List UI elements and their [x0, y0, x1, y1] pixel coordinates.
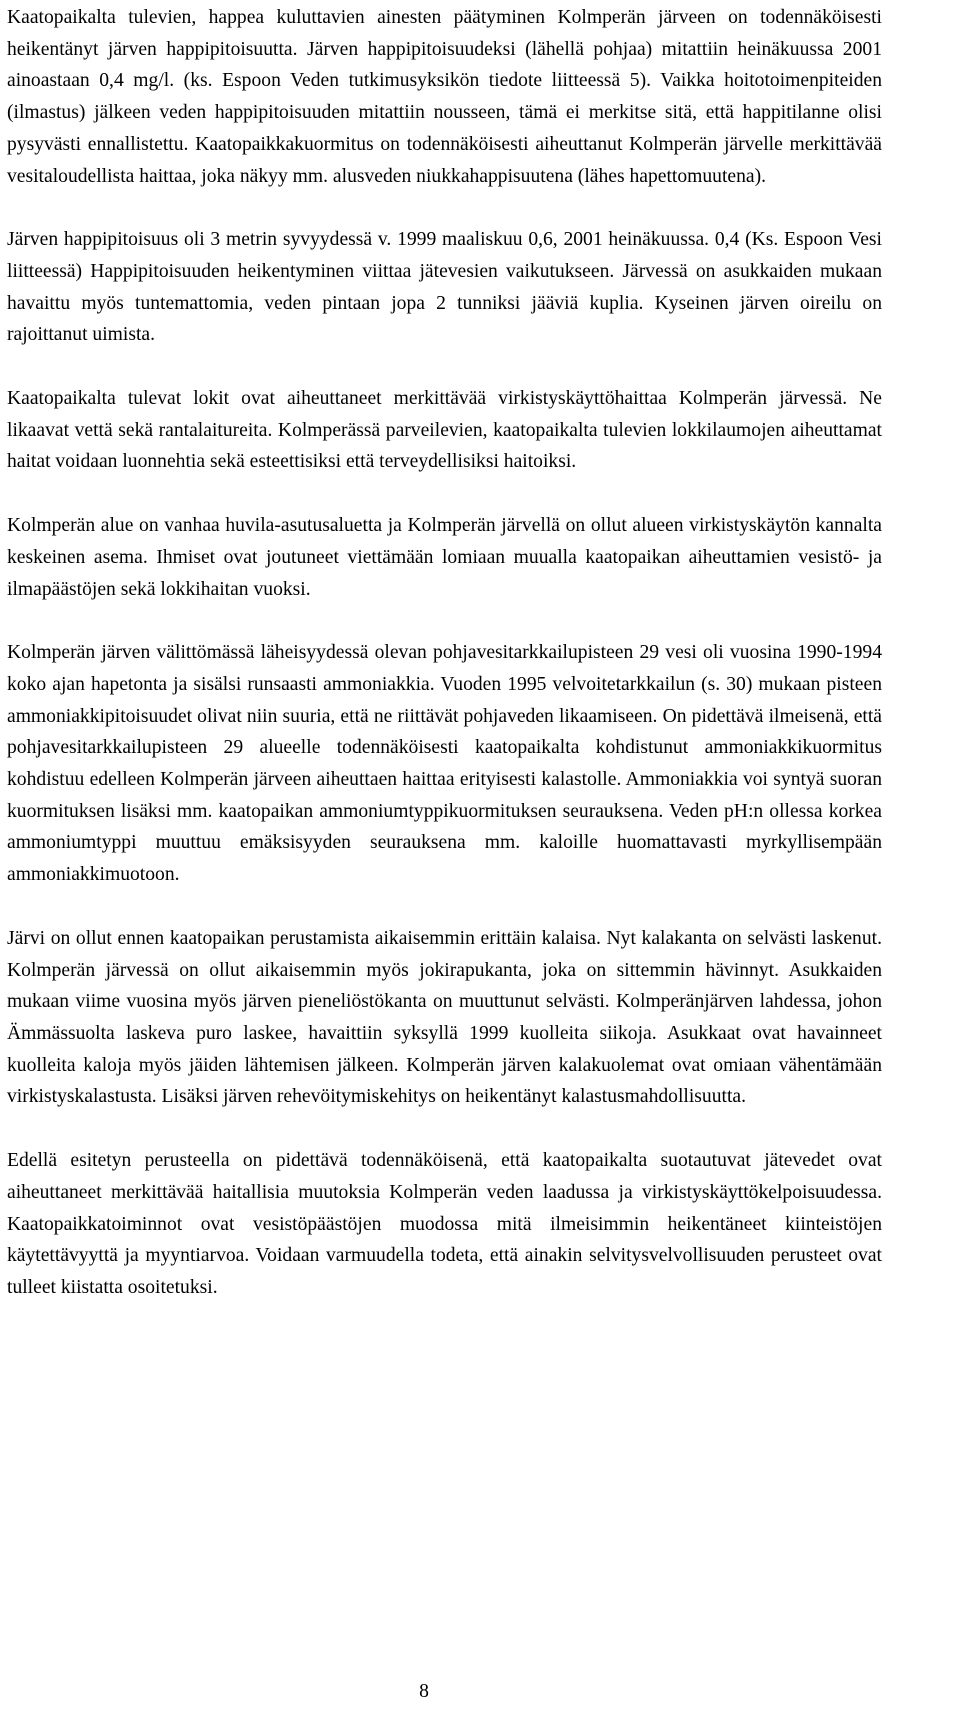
paragraph-oxygen-content: Kaatopaikalta tulevien, happea kuluttavien ainesten päätyminen Kolmperän järveen on todennäköisesti heikentänyt järven happipitoisuutta. Järven happipitoisuudeksi (lähellä pohjaa) mitattiin heinäkuussa 2001 ainoastaan 0,4 mg/l. (ks. Espoon Veden tutkimusyksikön tiedote liitteessä 5). Vaikka hoitotoimenpiteiden (ilmastus) jälkeen veden happipitoisuuden mitattiin nousseen, tämä ei merkitse sitä, että happitilanne olisi pysyvästi ennallistettu. Kaatopaikkakuormitus on todennäköisesti aiheuttanut Kolmperän järvelle merkittävää vesitaloudellista haittaa, joka näkyy mm. alusveden niukkahappisuutena (lähes hapettomuutena). [7, 7, 882, 187]
document-page [7, 2, 882, 1304]
paragraph-seagulls: Kaatopaikalta tulevat lokit ovat aiheuttaneet merkittävää virkistyskäyttöhaittaa Kolmperän järvessä. Ne likaavat vettä sekä rantalaitureita. Kolmperässä parveilevien, kaatopaikalta tulevien lokkilaumojen aiheuttamat haitat voidaan luonnehtia sekä esteettisiksi että terveydellisiksi haitoiksi. [7, 388, 882, 473]
paragraph-fish-stock: Järvi on ollut ennen kaatopaikan perustamista aikaisemmin erittäin kalaisa. Nyt kalakanta on selvästi laskenut. Kolmperän järvessä on ollut aikaisemmin myös jokirapukanta, joka on sittemmin hävinnyt. Asukkaiden mukaan viime vuosina myös järven pieneliöstökanta on muuttunut selvästi. Kolmperänjärven lahdessa, johon Ämmässuolta laskeva puro laskee, havaittiin syksyllä 1999 kuolleita siikoja. Asukkaat ovat havainneet kuolleita kaloja myös jäiden lähtemisen jälkeen. Kolmperän järven kalakuolemat ovat omiaan vähentämään virkistyskalastusta. Lisäksi järven rehevöitymiskehitys on heikentänyt kalastusmahdollisuutta. [7, 927, 882, 1108]
page-number-container [0, 1680, 960, 1704]
page-number: 8 [419, 1681, 429, 1702]
paragraph-ammonia: Kolmperän järven välittömässä läheisyydessä olevan pohjavesitarkkailupisteen 29 vesi oli vuosina 1990-1994 koko ajan hapetonta ja sisälsi runsaasti ammoniakkia. Vuoden 1995 velvoitetarkkailun (s. 30) mukaan pisteen ammoniakkipitoisuudet olivat niin suuria, että ne riittävät pohjaveden likaamiseen. On pidettävä ilmeisenä, että pohjavesitarkkailupisteen 29 alueelle todennäköisesti kaatopaikalta kohdistunut ammoniakkikuormitus kohdistuu edelleen Kolmperän järveen aiheuttaen haittaa erityisesti kalastolle. Ammoniakkia voi syntyä suoran kuormituksen lisäksi mm. kaatopaikan ammoniumtyppikuormituksen seurauksena. Veden pH:n ollessa korkea ammoniumtyppi muuttuu emäksisyyden seurauksena mm. kaloille huomattavasti myrkyllisempään ammoniakkimuotoon. [7, 642, 882, 886]
paragraph-recreation-area: Kolmperän alue on vanhaa huvila-asutusaluetta ja Kolmperän järvellä on ollut alueen virkistyskäytön kannalta keskeinen asema. Ihmiset ovat joutuneet viettämään lomiaan muualla kaatopaikan aiheuttamien vesistö- ja ilmapäästöjen sekä lokkihaitan vuoksi. [7, 515, 882, 600]
paragraph-oxygen-measurements: Järven happipitoisuus oli 3 metrin syvyydessä v. 1999 maaliskuu 0,6, 2001 heinäkuussa. 0,4 (Ks. Espoon Vesi liitteessä) Happipitoisuuden heikentyminen viittaa jätevesien vaikutukseen. Järvessä on asukkaiden mukaan havaittu myös tuntemattomia, veden pintaan jopa 2 tunniksi jääviä kuplia. Kyseinen järven oireilu on rajoittanut uimista. [7, 229, 882, 346]
paragraph-conclusion: Edellä esitetyn perusteella on pidettävä todennäköisenä, että kaatopaikalta suotautuvat jätevedet ovat aiheuttaneet merkittävää haitallisia muutoksia Kolmperän veden laadussa ja virkistyskäyttökelpoisuudessa. Kaatopaikkatoiminnot ovat vesistöpäästöjen muodossa mitä ilmeisimmin heikentäneet kiinteistöjen käytettävyyttä ja myyntiarvoa. Voidaan varmuudella todeta, että ainakin selvitysvelvollisuuden perusteet ovat tulleet kiistatta osoitetuksi. [7, 1150, 882, 1298]
